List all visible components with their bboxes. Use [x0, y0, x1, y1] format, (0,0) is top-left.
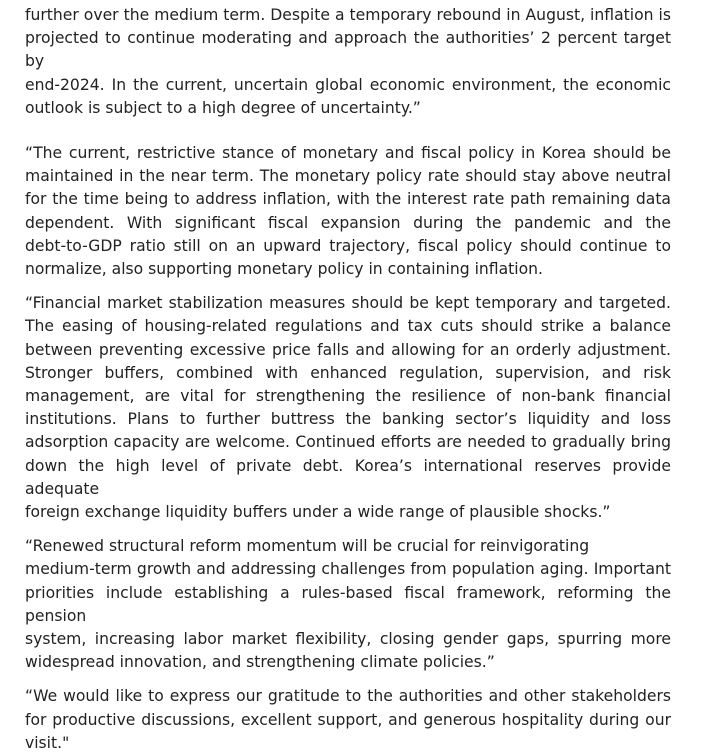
- text-line: system, increasing labor market flexibility, closing gender gaps, spurring more: [25, 630, 671, 649]
- text-line: normalize, also supporting monetary policy in containing inflation.: [25, 260, 543, 279]
- paragraph-gratitude: [25, 685, 671, 755]
- text-line: adsorption capacity are welcome. Continued efforts are needed to gradually bring: [25, 433, 671, 452]
- document-body: [25, 4, 671, 755]
- text-line: for the time being to address inflation, with the interest rate path remaining data: [25, 190, 671, 209]
- text-line: end-2024. In the current, uncertain global economic environment, the economic: [25, 75, 671, 94]
- text-line: The easing of housing-related regulations and tax cuts should strike a balance: [25, 317, 671, 336]
- text-line: Stronger buffers, combined with enhanced regulation, supervision, and risk: [25, 363, 671, 382]
- text-line: medium-term growth and addressing challenges from population aging. Important: [25, 560, 671, 579]
- text-line: foreign exchange liquidity buffers under a wide range of plausible shocks.”: [25, 503, 611, 522]
- text-line: projected to continue moderating and approach the authorities’ 2 percent target by: [25, 29, 671, 71]
- text-line: further over the medium term. Despite a temporary rebound in August, inflation is: [25, 6, 671, 24]
- text-line: between preventing excessive price falls and allowing for an orderly adjustment.: [25, 340, 671, 359]
- text-line: management, are vital for strengthening the resilience of non-bank financial: [25, 387, 671, 406]
- text-line: “Financial market stabilization measures should be kept temporary and targeted.: [25, 294, 671, 313]
- text-line: for productive discussions, excellent support, and generous hospitality during our: [25, 710, 671, 729]
- text-line: visit.": [25, 733, 70, 752]
- text-line: down the high level of private debt. Korea’s international reserves provide adequate: [25, 456, 671, 498]
- text-line: debt-to-GDP ratio still on an upward trajectory, fiscal policy should continue to: [25, 236, 671, 255]
- text-line: maintained in the near term. The monetary policy rate should stay above neutral: [25, 167, 671, 186]
- text-line: dependent. With significant fiscal expansion during the pandemic and the: [25, 213, 671, 232]
- text-line: “We would like to express our gratitude to the authorities and other stakeholders: [25, 687, 671, 706]
- text-line: widespread innovation, and strengthening climate policies.”: [25, 653, 495, 672]
- paragraph-policy-stance: [25, 142, 671, 281]
- paragraph-structural-reform: [25, 535, 671, 674]
- text-line: outlook is subject to a high degree of uncertainty.”: [25, 98, 421, 117]
- text-line: institutions. Plans to further buttress the banking sector’s liquidity and loss: [25, 410, 671, 429]
- paragraph-outlook: [25, 4, 671, 120]
- text-line: “Renewed structural reform momentum will be crucial for reinvigorating: [25, 537, 590, 556]
- paragraph-financial-stability: [25, 292, 671, 524]
- text-line: priorities include establishing a rules-based fiscal framework, reforming the pension: [25, 583, 671, 625]
- text-line: “The current, restrictive stance of monetary and fiscal policy in Korea should be: [25, 144, 671, 163]
